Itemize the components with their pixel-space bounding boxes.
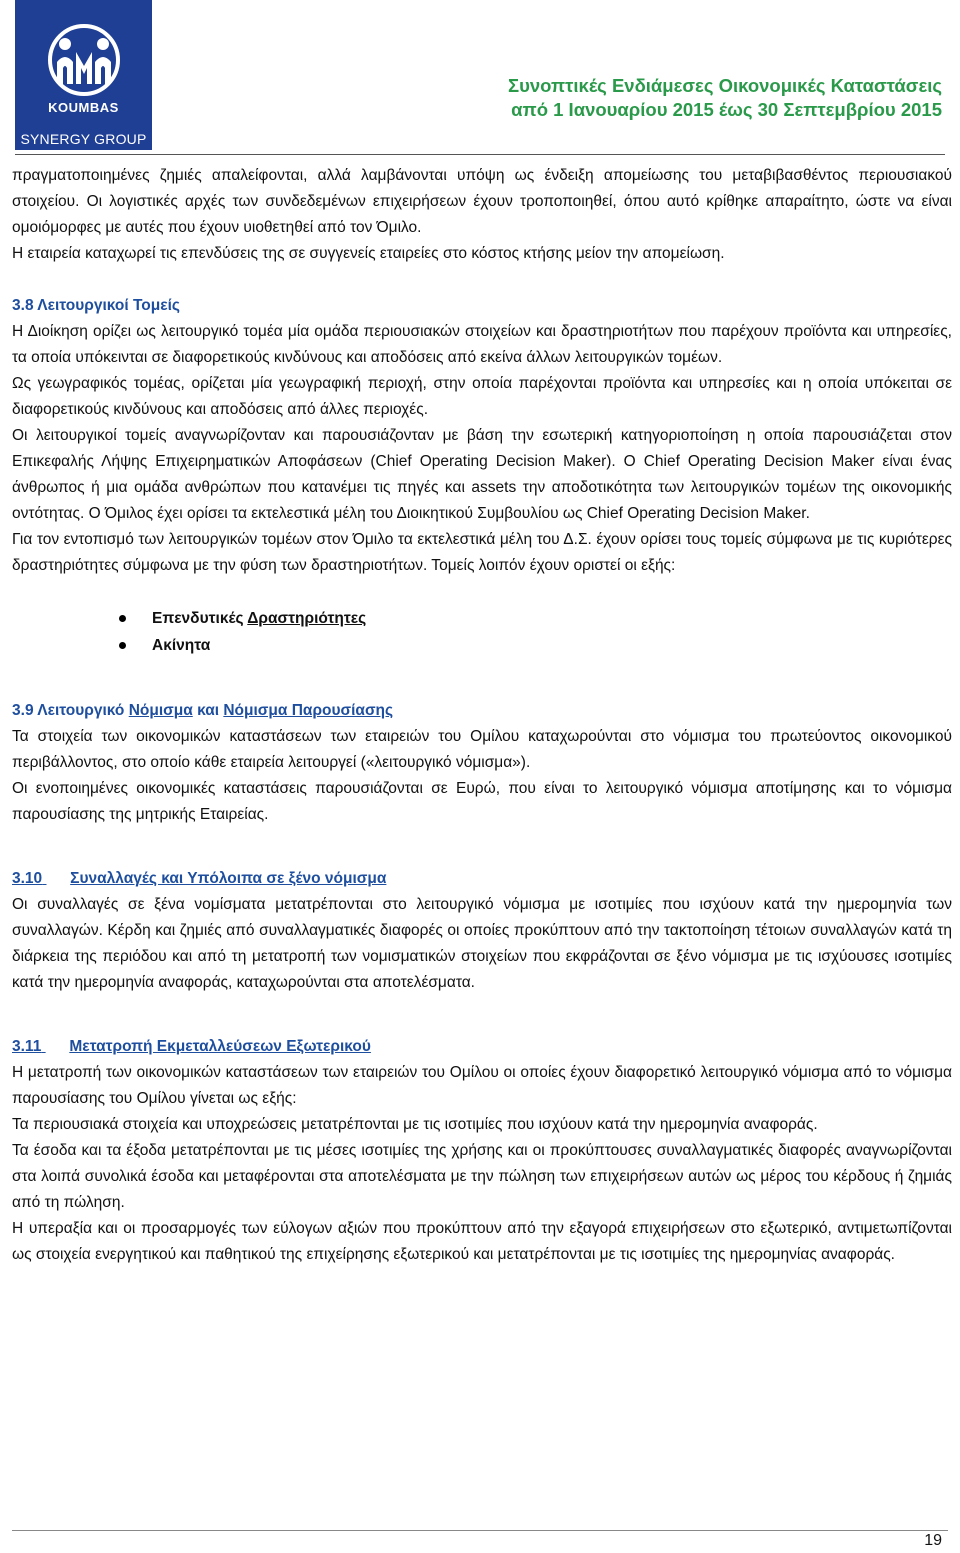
document-body <box>12 163 952 1268</box>
section-heading-3-10: 3.10 Συναλλαγές και Υπόλοιπα σε ξένο νόμισμα <box>12 870 387 887</box>
paragraph: Οι λειτουργικοί τομείς αναγνωρίζονταν και παρουσιάζονταν με βάση την εσωτερική κατηγοριοποίηση η οποία παρουσιάζεται στον Επικεφαλής Λήψης Επιχειρηματικών Αποφάσεων (Chief Operating Decision Maker). O Chief Operating Decision Maker είναι ένας άνθρωπος ή μια ομάδα ανθρώπων που κατανέμει τις πηγές και assets την αποδοτικότητα των λειτουργικών τομέων της οικονομικής οντότητας. Ο Όμιλος έχει ορίσει τα εκτελεστικά μέλη του Διοικητικού Συμβουλίου ως Chief Operating Decision Maker. <box>12 427 952 522</box>
page-number: 19 <box>924 1532 942 1549</box>
paragraph: Η υπεραξία και οι προσαρμογές των εύλογων αξιών που προκύπτουν από την εξαγορά επιχειρήσεων στο εξωτερικό, αντιμετωπίζονται ως στοιχεία ενεργητικού και παθητικού της επιχείρησης εξωτερικού και μετατρέπονται με τις ισοτιμίες της ημερομηνίας αναφοράς. <box>12 1220 952 1263</box>
paragraph: Οι ενοποιημένες οικονομικές καταστάσεις παρουσιάζονται σε Ευρώ, που είναι το λειτουργικό νόμισμα αποτίμησης και το νόμισμα παρουσίασης της μητρικής Εταιρείας. <box>12 780 952 823</box>
report-title-line2: από 1 Ιανουαρίου 2015 έως 30 Σεπτεμβρίου 2015 <box>511 99 942 120</box>
spacer <box>12 996 952 1034</box>
segments-list <box>12 605 952 659</box>
section-heading-3-9: 3.9 Λειτουργικό Νόμισμα και Νόμισμα Παρουσίασης <box>12 702 394 719</box>
list-item: Επενδυτικές Δραστηριότητες <box>152 605 952 632</box>
section-heading-3-11: 3.11 Μετατροπή Εκμεταλλεύσεων Εξωτερικού <box>12 1038 371 1055</box>
section-number: 3. <box>12 297 25 314</box>
paragraph: Ως γεωγραφικός τομέας, ορίζεται μία γεωγραφική περιοχή, στην οποία παρέχονται προϊόντα και υπηρεσίες και η οποία υπόκειται σε διαφορετικούς κινδύνους και αποδόσεις από άλλες περιοχές. <box>12 375 952 418</box>
paragraph: Τα στοιχεία των οικονομικών καταστάσεων των εταιρειών του Ομίλου καταχωρούνται στο νόμισμα του πρωτεύοντος οικονομικού περιβάλλοντος, στο οποίο κάθε εταιρεία λειτουργεί («λειτουργικό νόμισμα»). <box>12 728 952 771</box>
report-title <box>508 74 942 122</box>
section-heading-3-8 <box>12 293 952 319</box>
list-item: Ακίνητα <box>152 632 952 659</box>
company-logo <box>15 0 152 150</box>
logo-name: KOUMBAS <box>48 100 119 115</box>
paragraph: Η Διοίκηση ορίζει ως λειτουργικό τομέα μία ομάδα περιουσιακών στοιχείων και δραστηριοτήτων που παρέχουν προϊόντα και υπηρεσίες, τα οποία υπόκεινται σε διαφορετικούς κινδύνους και αποδόσεις από εκείνα άλλων λειτουργικών τομέων. <box>12 323 952 366</box>
spacer <box>12 579 952 605</box>
spacer <box>12 828 952 866</box>
spacer <box>12 659 952 698</box>
paragraph: Οι συναλλαγές σε ξένα νομίσματα μετατρέπονται στο λειτουργικό νόμισμα με ισοτιμίες που ισχύουν κατά την ημερομηνία των συναλλαγών. Κέρδη και ζημιές από συναλλαγματικές διαφορές οι οποίες προκύπτουν από την τακτοποίηση τέτοιων συναλλαγών κατά τη διάρκεια της περιόδου και από τη μετατροπή των νομισματικών στοιχείων που εκφράζονται σε ξένο νόμισμα με τις ισχύουσες ισοτιμίες κατά την ημερομηνία αναφοράς, καταχωρούνται στα αποτελέσματα. <box>12 896 952 991</box>
paragraph: Τα έσοδα και τα έξοδα μετατρέπονται με τις μέσες ισοτιμίες της χρήσης και οι προκύπτουσες συναλλαγματικές διαφορές αναγνωρίζονται στα λοιπά συνολικά έσοδα και μεταφέρονται στα αποτελέσματα με την πώληση των επιχειρήσεων αυτών ως μέρος του κέρδους ή ζημιάς από τη πώληση. <box>12 1142 952 1211</box>
paragraph: Η μετατροπή των οικονομικών καταστάσεων των εταιρειών του Ομίλου οι οποίες έχουν διαφορετικό λειτουργικό νόμισμα από το νόμισμα παρουσίασης του Ομίλου γίνεται ως εξής: <box>12 1064 952 1107</box>
paragraph: Η εταιρεία καταχωρεί τις επενδύσεις της σε συγγενείς εταιρείες στο κόστος κτήσης μείον την απομείωση. <box>12 245 725 262</box>
logo-group-name: SYNERGY GROUP <box>20 131 147 147</box>
spacer <box>12 267 952 293</box>
footer-divider <box>12 1530 948 1531</box>
paragraph: Για τον εντοπισμό των λειτουργικών τομέων στον Όμιλο τα εκτελεστικά μέλη του Δ.Σ. έχουν ορίσει τους τομείς σύμφωνα με τις κυριότερες δραστηριότητες σύμφωνα με την φύση των δραστηριοτήτων. Τομείς λοιπόν έχουν οριστεί οι εξής: <box>12 531 952 574</box>
paragraph: πραγματοποιημένες ζημιές απαλείφονται, αλλά λαμβάνονται υπόψη ως ένδειξη απομείωσης του μεταβιβασθέντος περιουσιακού στοιχείου. Οι λογιστικές αρχές των συνδεδεμένων επιχειρήσεων έχουν τροποποιηθεί, όπου αυτό κρίθηκε απαραίτητο, ώστε να είναι ομοιόμορφες με αυτές που έχουν υιοθετηθεί από τον Όμιλο. <box>12 167 952 236</box>
koumbas-emblem-icon <box>43 22 125 98</box>
paragraph: Τα περιουσιακά στοιχεία και υποχρεώσεις μετατρέπονται με τις ισοτιμίες που ισχύουν κατά την ημερομηνία αναφοράς. <box>12 1116 818 1133</box>
section-title: 8 Λειτουργικοί Τομείς <box>24 297 180 314</box>
report-title-line1: Συνοπτικές Ενδιάμεσες Οικονομικές Καταστάσεις <box>508 75 942 96</box>
header-divider <box>15 154 945 155</box>
